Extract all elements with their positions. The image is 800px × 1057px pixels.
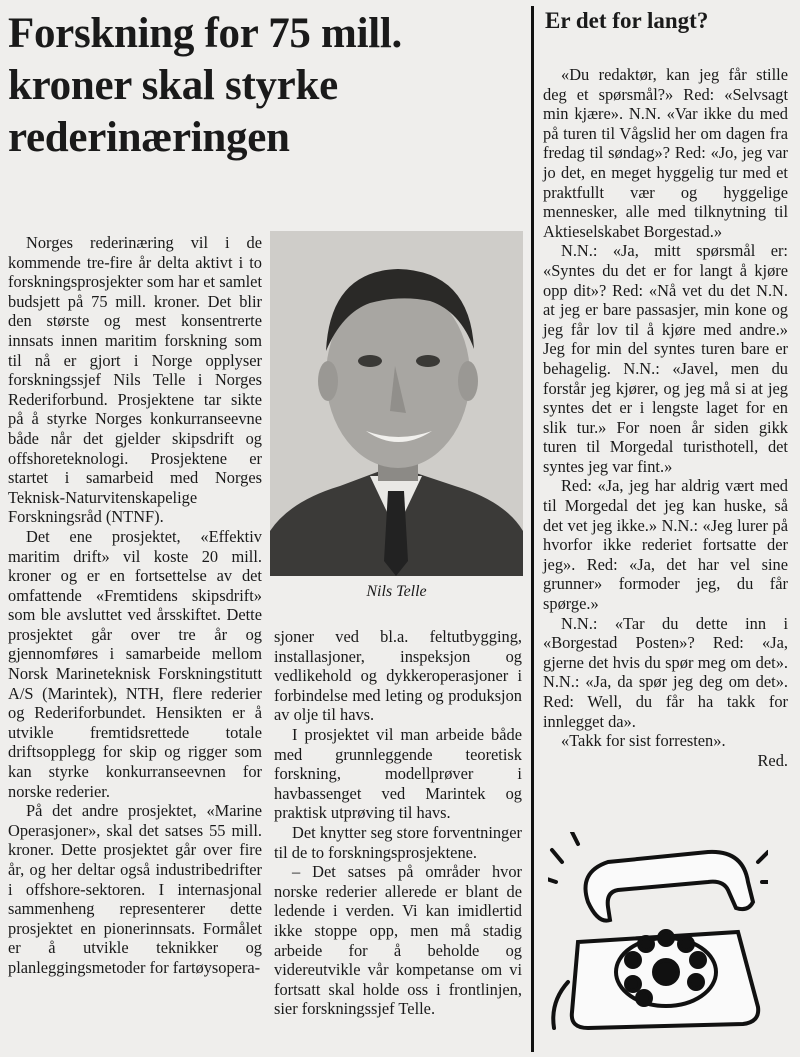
article-paragraph: – Det satses på områder hvor norske rederier allerede er blant de ledende i verden. Vi kan imidlertid ikke stoppe opp, men må stadig arbeide for å beholde og videreutvikle vår kompetanse om vi fortsatt skal holde oss i frontlinjen, sier forskningssjef Telle. <box>274 862 522 1019</box>
sidebar-paragraph: N.N.: «Ja, mitt spørsmål er: «Syntes du det er for langt å kjøre opp dit»? Red: «Nå vet du det N.N. at jeg er bare passasjer, min kone og jeg får lov til å kjøre med andre.» Jeg for min del syntes turen bare er behagelig. N.N.: «Javel, men du forstår jeg kjører, og jeg må si at jeg syntes det er i lengste laget for en slik tur.» For noen år siden gikk turen til Morgedal turisthotell, det syntes jeg var fint.» <box>543 241 788 476</box>
article-paragraph: På det andre prosjektet, «Marine Operasjoner», skal det satses 55 mill. kroner. Dette prosjektet går over fire år, og her deltar også industribedrifter i offshore-sektoren. I internasjonal sammenheng representerer dette prosjektet en pionerinnsats. Formålet er å utvikle teknikker og planleggingsmetoder for fartøysopera- <box>8 801 262 977</box>
ringing-telephone-icon <box>548 832 768 1032</box>
sidebar-paragraph: N.N.: «Tar du dette inn i «Borgestad Posten»? Red: «Ja, gjerne det hvis du spør meg om det». N.N.: «Ja, da spør jeg deg om det». Red: Well, du får ha takk for innlegget da». <box>543 613 788 731</box>
article-column-left <box>8 233 262 978</box>
article-paragraph: Norges rederinæring vil i de kommende tre-fire år delta aktivt i to forskningsprosjekter som har et samlet budsjett på 75 mill. kroner. Det blir den største og mest konsentrerte innsats innen maritim forskning som til nå er gjort i Norge opplyser forskningssjef Nils Telle i Norges Rederiforbund. Prosjektene tar sikte på å styrke Norges konkurranseevne både når det gjelder skipsdrift og offshoreteknologi. Prosjektene er startet i samarbeid med Norges Teknisk-Naturvitenskapelige Forskningsråd (NTNF). <box>8 233 262 527</box>
photo-caption: Nils Telle <box>366 583 427 600</box>
article-paragraph: sjoner ved bl.a. feltutbygging, installasjoner, inspeksjon og vedlikehold og dykkeroperasjoner i forbindelse med leting og produksjon av olje til havs. <box>274 627 522 725</box>
article-column-middle <box>274 627 522 1019</box>
sidebar-paragraph: Red: «Ja, jeg har aldrig vært med til Morgedal det jeg kan huske, så det vet jeg ikke.» N.N.: «Jeg lurer på hvorfor ikke rederiet fortsatte der jeg». Red: «Ja, det har vel sine grunner» formoder jeg, du får spørge.» <box>543 476 788 614</box>
sidebar-paragraph: «Takk for sist forresten». <box>561 731 726 751</box>
article-paragraph: Det knytter seg store forventninger til de to forskningsprosjektene. <box>274 822 522 862</box>
article-headline: Forskning for 75 mill. kroner skal styrke rederinæringen <box>8 10 402 161</box>
portrait-photo <box>270 231 523 576</box>
sidebar-column <box>543 65 788 770</box>
column-divider <box>531 6 534 1052</box>
sidebar-headline: Er det for langt? <box>545 8 709 33</box>
sidebar-signature: Red. <box>757 750 788 770</box>
article-paragraph: Det ene prosjektet, «Effektiv maritim drift» vil koste 20 mill. kroner og er en fortsettelse av det omfattende «Fremtidens skipsdrift» som ble avsluttet ved årsskiftet. Dette prosjektet går over tre år og gjennomføres i samarbeide mellom Norsk Marineteknisk Forskningstitutt A/S (Marintek), NTH, flere rederier og Rederiforbundet. Hensikten er å utvikle fremtidsrettede totale driftsopplegg for skip og rigger som kan styrke konkurranseevnen for norske rederier. <box>8 526 262 801</box>
telephone-illustration <box>548 832 768 1032</box>
article-paragraph: I prosjektet vil man arbeide både med grunnleggende teoretisk forskning, modellprøver i havbassenget ved Marintek og praktisk utprøving til havs. <box>274 724 522 823</box>
portrait-illustration <box>270 231 523 576</box>
sidebar-paragraph: «Du redaktør, kan jeg får stille deg et spørsmål?» Red: «Selvsagt min kjære». N.N. «Var ikke du med på turen til Vågslid her om dagen fra fredag til søndag»? Red: «Jo, jeg var jo det, en meget hyggelig tur med et praktfullt vær og hyggelige mennesker, alle med tilknytning til Aktieselskabet Borgestad.» <box>543 65 788 241</box>
